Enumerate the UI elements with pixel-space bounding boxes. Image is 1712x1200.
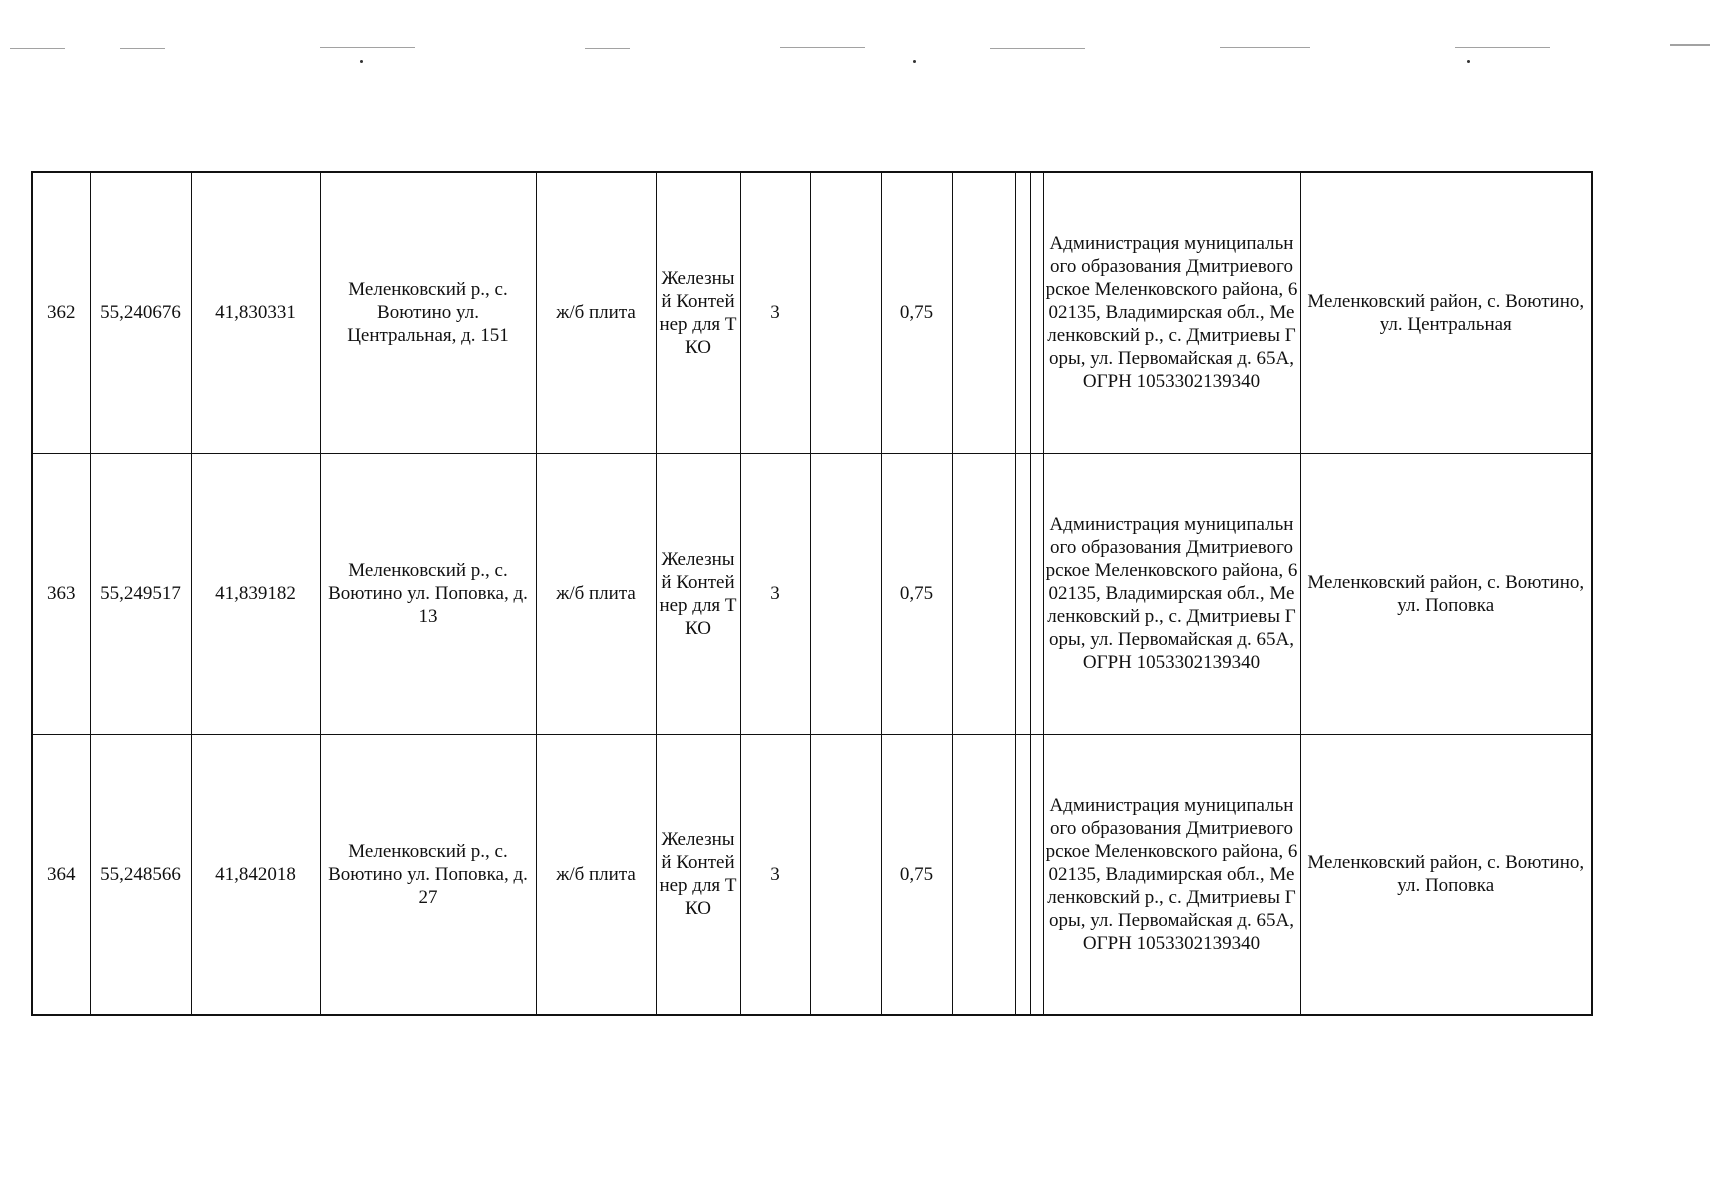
empty-cell xyxy=(810,734,881,1015)
empty-cell xyxy=(810,453,881,734)
served-area-cell: Меленковский район, с. Воютино, ул. Поповка xyxy=(1300,734,1592,1015)
surface-cell: ж/б плита xyxy=(536,734,656,1015)
empty-cell xyxy=(1030,734,1043,1015)
empty-cell xyxy=(1015,172,1030,453)
table-row xyxy=(32,734,1592,1015)
table-row xyxy=(32,453,1592,734)
served-area-cell: Меленковский район, с. Воютино, ул. Поповка xyxy=(1300,453,1592,734)
container-count-cell: 3 xyxy=(740,172,810,453)
container-type-cell: Железный Контейнер для ТКО xyxy=(656,453,740,734)
latitude-cell: 55,249517 xyxy=(90,453,191,734)
row-number-cell: 362 xyxy=(32,172,90,453)
scan-artifact xyxy=(1670,44,1710,46)
scan-artifact xyxy=(120,48,165,49)
table-row xyxy=(32,172,1592,453)
scan-artifact xyxy=(1220,47,1310,48)
volume-cell: 0,75 xyxy=(881,172,952,453)
scan-artifact xyxy=(913,60,916,63)
address-cell: Меленковский р., с. Воютино ул. Центральная, д. 151 xyxy=(320,172,536,453)
scan-artifact xyxy=(990,48,1085,49)
container-count-cell: 3 xyxy=(740,453,810,734)
longitude-cell: 41,839182 xyxy=(191,453,320,734)
waste-site-registry-table xyxy=(31,171,1593,1016)
empty-cell xyxy=(952,172,1015,453)
longitude-cell: 41,830331 xyxy=(191,172,320,453)
empty-cell xyxy=(952,453,1015,734)
scan-artifact xyxy=(360,60,363,63)
row-number-cell: 363 xyxy=(32,453,90,734)
scan-artifact xyxy=(1455,47,1550,48)
latitude-cell: 55,240676 xyxy=(90,172,191,453)
scan-artifact xyxy=(10,48,65,49)
container-count-cell: 3 xyxy=(740,734,810,1015)
row-number-cell: 364 xyxy=(32,734,90,1015)
address-cell: Меленковский р., с. Воютино ул. Поповка, д. 27 xyxy=(320,734,536,1015)
scan-artifact xyxy=(1467,60,1470,63)
volume-cell: 0,75 xyxy=(881,734,952,1015)
scan-artifact xyxy=(320,47,415,48)
served-area-cell: Меленковский район, с. Воютино, ул. Центральная xyxy=(1300,172,1592,453)
container-type-cell: Железный Контейнер для ТКО xyxy=(656,172,740,453)
empty-cell xyxy=(952,734,1015,1015)
empty-cell xyxy=(1015,453,1030,734)
empty-cell xyxy=(810,172,881,453)
surface-cell: ж/б плита xyxy=(536,172,656,453)
longitude-cell: 41,842018 xyxy=(191,734,320,1015)
empty-cell xyxy=(1030,172,1043,453)
empty-cell xyxy=(1015,734,1030,1015)
address-cell: Меленковский р., с. Воютино ул. Поповка, д. 13 xyxy=(320,453,536,734)
volume-cell: 0,75 xyxy=(881,453,952,734)
owner-cell: Администрация муниципального образования Дмитриевогорское Меленковского района, 602135, Владимирская обл., Меленковский р., с. Дмитриевы Горы, ул. Первомайская д. 65А, ОГРН 1053302139340 xyxy=(1043,172,1300,453)
container-type-cell: Железный Контейнер для ТКО xyxy=(656,734,740,1015)
scan-artifact xyxy=(585,48,630,49)
owner-cell: Администрация муниципального образования Дмитриевогорское Меленковского района, 602135, Владимирская обл., Меленковский р., с. Дмитриевы Горы, ул. Первомайская д. 65А, ОГРН 1053302139340 xyxy=(1043,734,1300,1015)
surface-cell: ж/б плита xyxy=(536,453,656,734)
scan-artifact xyxy=(780,47,865,48)
owner-cell: Администрация муниципального образования Дмитриевогорское Меленковского района, 602135, Владимирская обл., Меленковский р., с. Дмитриевы Горы, ул. Первомайская д. 65А, ОГРН 1053302139340 xyxy=(1043,453,1300,734)
latitude-cell: 55,248566 xyxy=(90,734,191,1015)
empty-cell xyxy=(1030,453,1043,734)
scan-artifact-strip xyxy=(0,0,1712,70)
